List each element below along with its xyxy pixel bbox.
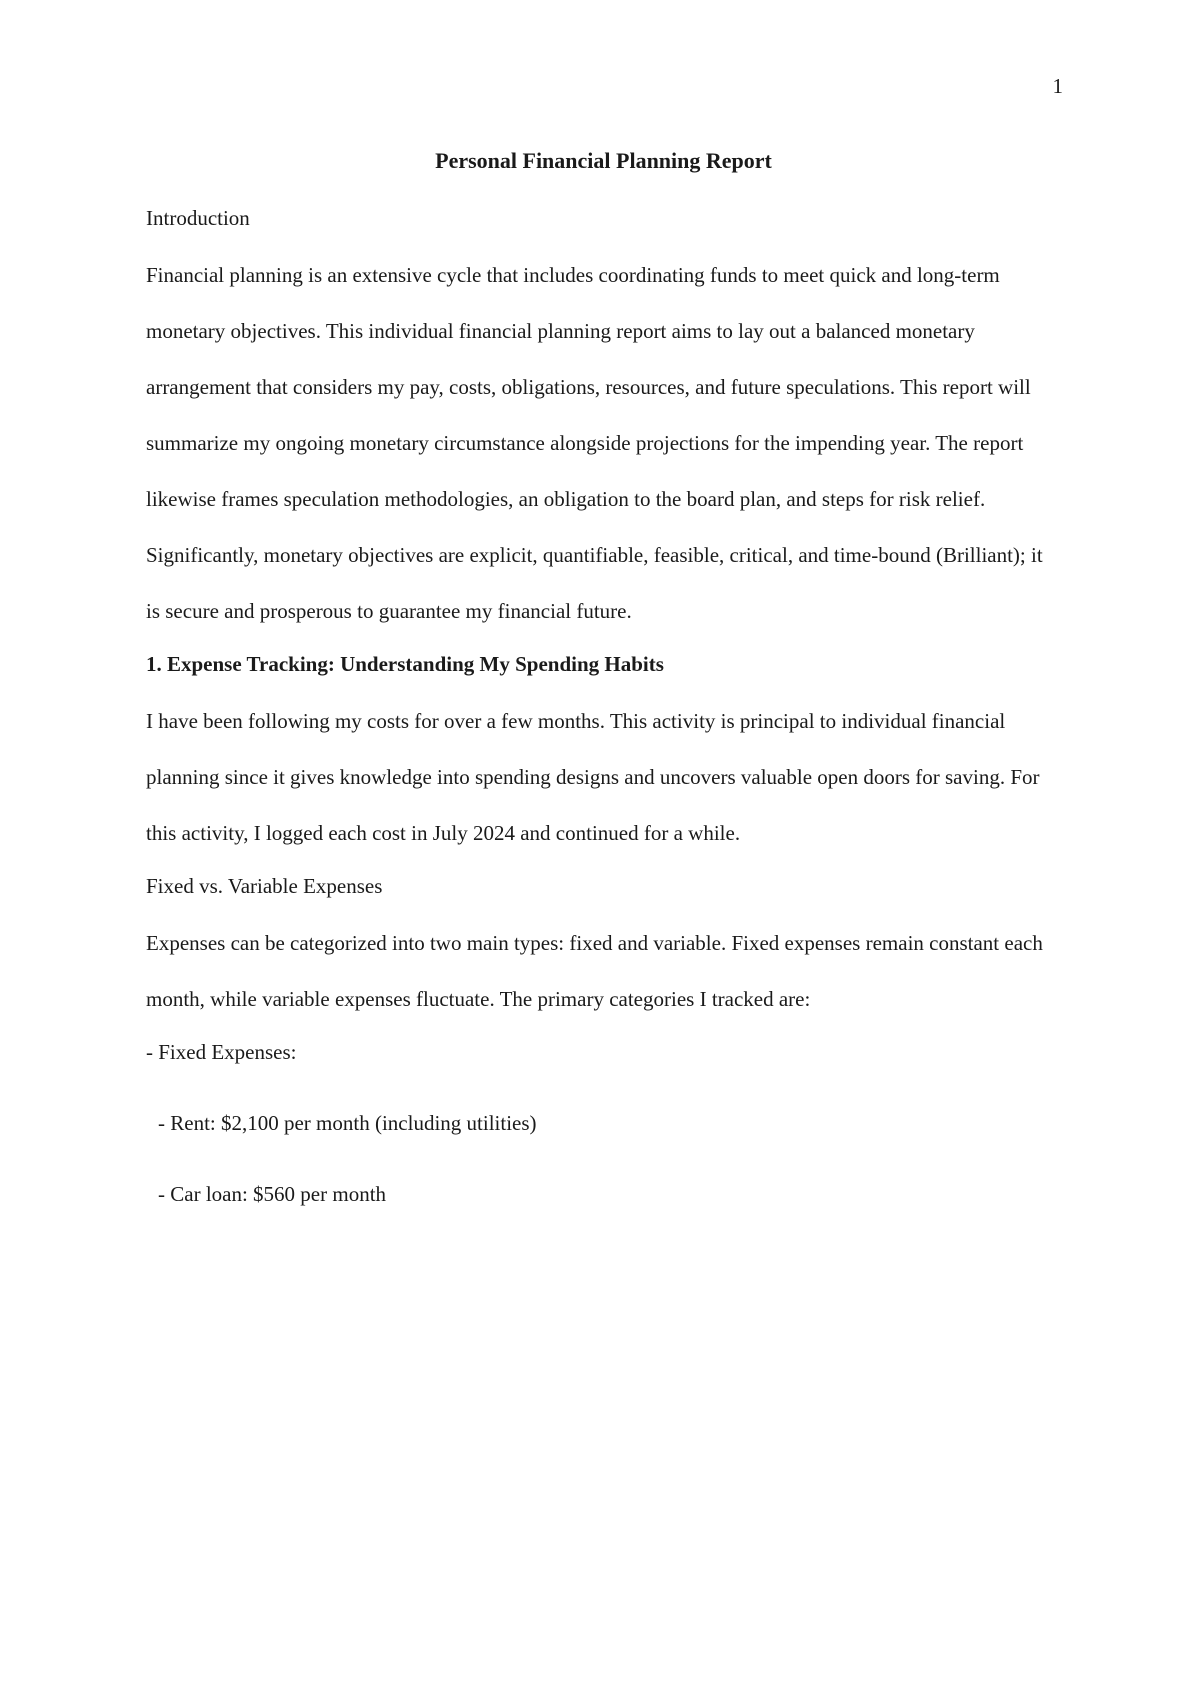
introduction-heading: Introduction xyxy=(146,206,250,230)
introduction-paragraph: Financial planning is an extensive cycle that includes coordinating funds to meet quick and long-term monetary objectives. This individual financial planning report aims to lay out a balanced monetary arrangement that considers my pay, costs, obligations, resources, and future speculations. This report will summarize my ongoing monetary circumstance alongside projections for the impending year. The report likewise frames speculation methodologies, an obligation to the board plan, and steps for risk relief. Significantly, monetary objectives are explicit, quantifiable, feasible, critical, and time-bound (Brilliant); it is secure and prosperous to guarantee my financial future. xyxy=(146,263,1043,623)
list-item-rent: - Rent: $2,100 per month (including utilities) xyxy=(158,1111,537,1135)
page-number: 1 xyxy=(1052,74,1063,98)
fixed-vs-variable-paragraph: Expenses can be categorized into two main types: fixed and variable. Fixed expenses remain constant each month, while variable expenses fluctuate. The primary categories I tracked are: xyxy=(146,931,1043,1011)
fixed-vs-variable-heading: Fixed vs. Variable Expenses xyxy=(146,874,383,898)
document-body xyxy=(146,145,1061,1249)
list-item-car-loan: - Car loan: $560 per month xyxy=(158,1182,387,1206)
section-1-paragraph: I have been following my costs for over a few months. This activity is principal to individual financial planning since it gives knowledge into spending designs and uncovers valuable open doors for saving. For this activity, I logged each cost in July 2024 and continued for a while. xyxy=(146,709,1040,845)
fixed-expenses-label: - Fixed Expenses: xyxy=(146,1040,297,1064)
section-1-heading: 1. Expense Tracking: Understanding My Spending Habits xyxy=(146,652,664,676)
document-title: Personal Financial Planning Report xyxy=(435,148,772,173)
